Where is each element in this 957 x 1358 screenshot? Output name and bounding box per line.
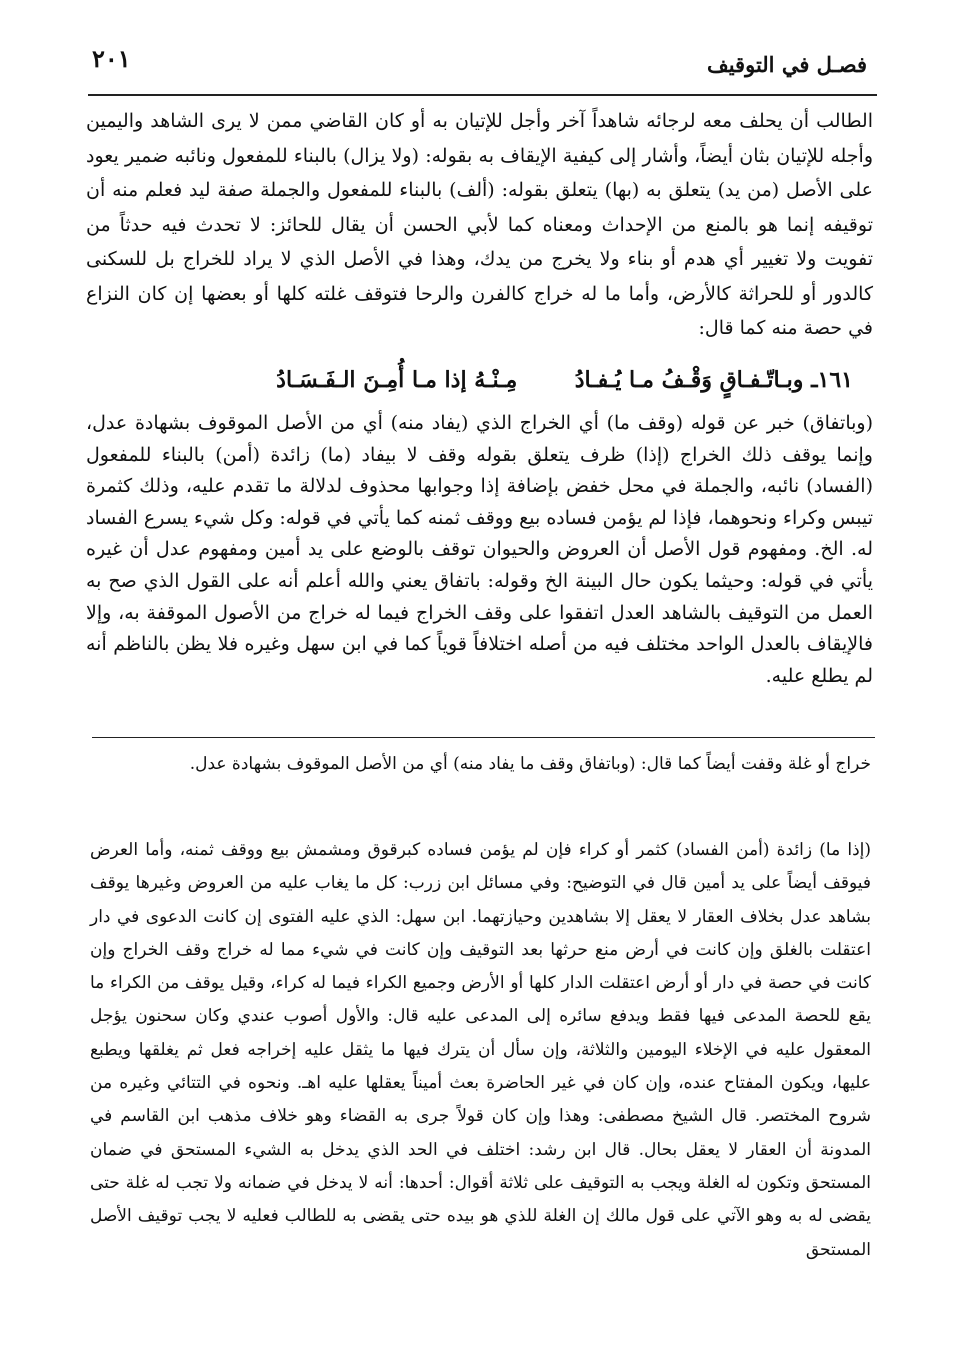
commentary-block <box>86 408 873 692</box>
main-paragraph: الطالب أن يحلف معه لرجائه شاهداً آخر وأجل للإتيان به أو كان القاضي ممن لا يرى الشاهد واليمين وأجله للإتيان بثان أيضاً، وأشار إلى كيفية الإيقاف به بقوله: (ولا يزال) بالبناء للمفعول ونائبه ضمير يعود على الأصل (من يد) يتعلق به (بها) يتعلق بقوله: (ألف) بالبناء للمفعول والجملة صفة ليد فعلم منه أن توقيفه إنما هو بالمنع من الإحداث ومعناه كما لأبي الحسن أن يقال للحائز: لا تحدث فيه حدثاً من تفويت ولا تغيير أي هدم أو بناء ولا يخرج من يدك، وهذا في الأصل الذي لا يراد للخراج بل للسكنى كالدور أو للحراثة كالأرض، وأما ما له خراج كالفرن والرحا فتوقف غلته كلها أو بعضها إن كان النزاع في حصة منه كما قال: <box>86 110 873 339</box>
header-divider <box>88 94 877 96</box>
footnote-first <box>90 748 871 781</box>
page-header <box>88 44 867 88</box>
footnote-first-paragraph: خراج أو غلة وقفت أيضاً كما قال: (وباتفاق وقف ما يفاد منه) أي من الأصل الموقوف بشهادة عدل. <box>189 754 871 774</box>
verse-number: ١٦١ـ <box>811 367 853 393</box>
footnote-second-paragraph: (إذا ما) زائدة (أمن الفساد) كثمر أو كراء فإن لم يؤمن فساده كبرقوق ومشمش بيع ووقف ثمنه، وأما العرض فيوقف أيضاً على يد أمين قال في التوضيح: وفي مسائل ابن زرب: كل ما يغاب عليه من العروض وغيرها يوقف بشاهد عدل بخلاف العقار لا يعقل إلا بشاهدين وحيازتهما. ابن سهل: الذي عليه الفتوى إن كانت الدعوى في دار اعتقلت بالغلق وإن كانت في أرض منع حرثها بعد التوقيف وإن كانت في شيء مما له خراج وقف الخراج وإن كانت في حصة في دار أو أرض اعتقلت الدار كلها أو الأرض وجميع الكراء فيما له كراء، وقيل يوقف من الكراء ما يقع للحصة المدعى فيها فقط ويدفع سائره إلى المدعى عليه قال: والأول أصوب عندي وكان سحنون يؤجل المعقول عليه في الإخلاء اليومين والثلاثة، وإن سأل أن يترك فيها ما يثقل عليه إخراجه فعل ثم يغلقها ويطبع عليها، ويكون المفتاح عنده، وإن كان في غير الحاضرة بعث أميناً يعقلها عليه اهـ. ونحوه في التتائي وغيره من شروح المختصر. قال الشيخ مصطفى: وهذا وإن كان قولاً جرى به القضاء وهو خلاف مذهب ابن القاسم في المدونة أن العقار لا يعقل بحال. قال ابن رشد: اختلف في الحد الذي يدخل به الشيء المستحق في ضمان المستحق وتكون له الغلة ويجب به التوقيف على ثلاثة أقوال: أحدها: أنه لا يدخل في ضمانه ولا تجب له غلة حتى يقضى له به وهو الآتي على قول مالك إن الغلة للذي هو بيده حتى يقضى به للطالب فعليه لا يجب توقيف الأصل المستحق <box>90 840 871 1260</box>
commentary-paragraph: (وباتفاق) خبر عن قوله (وقف ما) أي الخراج الذي (يفاد منه) أي من الأصل الموقوف بشهادة عدل، وإنما يوقف ذلك الخراج (إذا) ظرف يتعلق بقوله وقف لا بيفاد (ما) زائدة (أمن) بالبناء للمفعول (الفساد) نائبه، والجملة في محل خفض بإضافة إذا وجوابها محذوف لدلالة ما تقدم عليه، وذلك كثمرة تيبس وكراء ونحوهما، فإذا لم يؤمن فساده بيع ووقف ثمنه كما يأتي في قوله: وكل شيء يسرع الفساد له. الخ. ومفهوم قول الأصل أن العروض والحيوان توقف بالوضع على يد أمين ومفهوم عدل أن غيره يأتي في قوله: وحيثما يكون حال البينة الخ وقوله: باتفاق يعني والله أعلم أنه على القول الذي صح به العمل من التوقيف بالشاهد العدل اتفقوا على وقف الخراج فيما له خراج من الأصول الموقفة به، وإلا فالإيقاف بالعدل الواحد مختلف فيه من أصله اختلافاً قوياً كما في ابن سهل وغيره فلا يظن بالناظم أنه لم يطلع عليه. <box>86 412 873 687</box>
verse-second-hemistich: مِـنْـهُ إذا مـا أُمِـنَ الـفَـسَـادُ <box>276 367 518 393</box>
footnote-second <box>90 834 871 1267</box>
page-number: ٢٠١ <box>92 44 131 73</box>
verse-first-hemistich: وبـاتّـفـاقٍ وَقْـفُ مـا يُـفـادُ <box>574 367 804 393</box>
footnote-divider <box>92 737 875 738</box>
verse-line <box>130 360 853 400</box>
running-title: فصـل في التوقيف <box>706 52 867 77</box>
main-text-block <box>86 104 873 346</box>
